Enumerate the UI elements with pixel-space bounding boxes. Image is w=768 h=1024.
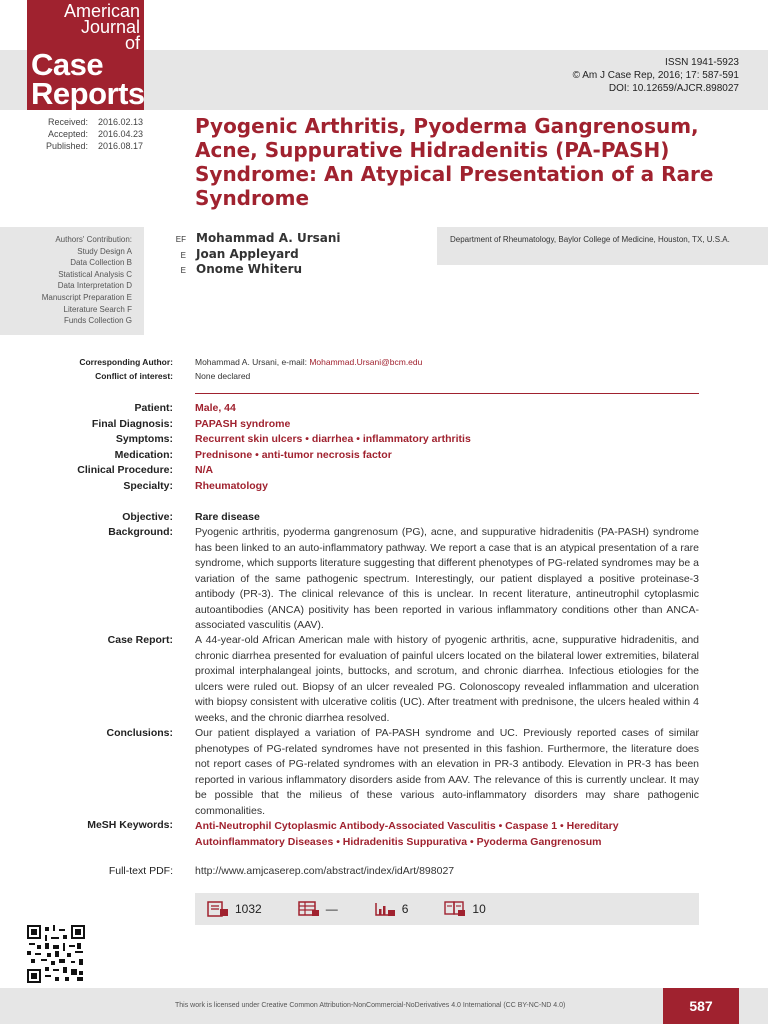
affiliation-panel — [437, 227, 768, 265]
corresponding-author-label: Corresponding Author: — [79, 357, 173, 367]
contribution-item: Authors' Contribution: — [55, 235, 132, 244]
date-received — [30, 116, 143, 128]
date-label: Received: — [47, 117, 88, 127]
date-published — [30, 140, 143, 152]
journal-logo — [27, 0, 144, 110]
corresponding-author-row — [0, 355, 768, 369]
logo-line-american: American — [63, 1, 140, 21]
case-report-label: Case Report: — [107, 634, 173, 646]
issn: ISSN 1941-5923 — [665, 57, 739, 68]
keywords-label: MeSH Keywords: — [87, 819, 173, 831]
fulltext-link[interactable]: http://www.amjcaserep.com/abstract/index/idArt/898027 — [195, 865, 455, 877]
fulltext-label: Full-text PDF: — [108, 865, 173, 877]
contribution-item: Data Collection B — [70, 258, 132, 268]
author-list — [170, 231, 341, 278]
summary-row — [0, 401, 768, 417]
contribution-item: Data Interpretation D — [57, 281, 132, 291]
summary-row — [0, 463, 768, 479]
logo-line-of: of — [124, 33, 140, 53]
contribution-item: Funds Collection G — [63, 316, 132, 326]
date-value: 2016.04.23 — [98, 129, 144, 139]
author-contribution-code: E — [180, 266, 186, 275]
reference-count: 10 — [472, 902, 486, 916]
conflict-row — [0, 369, 768, 383]
table-icon — [298, 901, 320, 917]
summary-label: Final Diagnosis: — [91, 417, 173, 430]
background-text: Pyogenic arthritis, pyoderma gangrenosum (PG), acne, and suppurative hidradenitis (PA-PASH) syndrome has been linked to an auto-inflammatory pathway. We report a case that is an atypical presentation of a rare syndrome, which supports literature suggesting that different phenotypes of PG-related syndromes may be a variation of the same pathogenic spectrum. Interestingly, our patient displayed a positive proteinase-3 antibody (PR-3). The clinical relevance of this is unclear. In recent literature, antineutrophil cytoplasmic autoantibodies (ANCA) positivity has been reported in various inflammatory conditions other than ANCA-associated vasculitis (AAV). — [195, 526, 699, 631]
authors-contribution-legend — [0, 234, 132, 327]
summary-value: Rheumatology — [195, 479, 268, 492]
summary-label: Symptoms: — [115, 433, 173, 445]
author-row — [170, 262, 341, 278]
corresponding-author-value — [195, 355, 422, 369]
contribution-item: Study Design A — [77, 246, 132, 256]
background-label: Background: — [108, 526, 173, 538]
page-footer — [0, 988, 768, 1024]
conflict-value: None declared — [195, 371, 251, 381]
case-report-text: A 44-year-old African American male with history of pyogenic arthritis, acne, suppurative hidradenitis, and chronic diarrhea presented for evaluation of painful ulcers located on the bilateral lower extremities, bilateral proximal interphalangeal joints, buttocks, and scrotum, and chronic diarrhea. Infectious etiologies for the ulcers were ruled out. Biopsy of an ulcer revealed PG. Colonoscopy revealed inflammation and ulceration with biopsy consistent with ulcerative colitis (UC). After treatment with prednisone, the ulcers healed within 4 weeks, and the chronic diarrhea resolved. — [195, 634, 699, 724]
date-value: 2016.02.13 — [98, 117, 144, 127]
summary-label: Medication: — [114, 448, 173, 461]
summary-value: PAPASH syndrome — [195, 417, 291, 430]
word-count-stat — [207, 901, 262, 917]
date-accepted — [30, 128, 143, 140]
case-summary — [0, 401, 768, 494]
author-contribution-code: E — [180, 250, 186, 260]
date-value: 2016.08.17 — [98, 141, 144, 151]
objective-label: Objective: — [122, 511, 173, 523]
license-text: This work is licensed under Creative Common Attribution-NonCommercial-NoDerivatives 4.0 International (CC BY-NC-ND 4.0) — [175, 1002, 566, 1009]
summary-value: Recurrent skin ulcers • diarrhea • inflammatory arthritis — [195, 433, 471, 445]
article-title: Pyogenic Arthritis, Pyoderma Gangrenosum, Acne, Suppurative Hidradenitis (PA-PASH) Syndrome: An Atypical Presentation of a Rare Syndrome — [195, 114, 714, 210]
affiliation: Department of Rheumatology, Baylor College of Medicine, Houston, TX, U.S.A. — [450, 235, 730, 244]
summary-value: Male, 44 — [195, 402, 236, 414]
conclusions-text: Our patient displayed a variation of PA-PASH syndrome and UC. Previously reported cases of similar phenotypes of PG-related syndromes have not presented in this fashion. Furthermore, the literature does not report cases of PG-related syndromes with an elevation in PR-3 antibody. Elevation in PR-3 has been reported in various inflammatory disorders aside from AAV. The relevance of this is currently unclear. It may be possible that the milieus of these various auto-inflammatory disorders may share pathogenic commonalities. — [195, 727, 699, 817]
summary-row — [0, 432, 768, 448]
author-contribution-code: EF — [175, 235, 186, 244]
article-stats-bar — [195, 893, 699, 925]
doi: DOI: 10.12659/AJCR.898027 — [608, 83, 739, 94]
reference-count-stat — [444, 901, 485, 917]
qr-code-icon — [27, 925, 85, 983]
corresponding-author-name: Mohammad A. Ursani, e-mail: — [195, 357, 310, 367]
figure-count-stat — [374, 901, 409, 917]
author-name: Mohammad A. Ursani — [196, 231, 341, 245]
summary-row — [0, 448, 768, 464]
word-count: 1032 — [235, 902, 262, 916]
conflict-label: Conflict of interest: — [95, 371, 173, 381]
contribution-item: Manuscript Preparation E — [41, 292, 132, 302]
logo-line-reports: Reports — [31, 76, 145, 111]
date-label: Published: — [45, 141, 88, 151]
date-label: Accepted: — [47, 129, 88, 139]
summary-row — [0, 417, 768, 433]
citation: © Am J Case Rep, 2016; 17: 587-591 — [572, 70, 739, 81]
summary-value: Prednisone • anti-tumor necrosis factor — [195, 448, 392, 461]
figure-icon — [374, 901, 396, 917]
corresponding-author-email-link[interactable]: Mohammad.Ursani@bcm.edu — [309, 357, 423, 367]
keywords-value: Anti-Neutrophil Cytoplasmic Antibody-Associated Vasculitis • Caspase 1 • Hereditary Autoinflammatory Diseases • Hidradenitis Suppurativa • Pyoderma Gangrenosum — [195, 820, 619, 848]
logo-line-case: Case — [31, 47, 104, 82]
summary-label: Patient: — [134, 402, 173, 414]
logo-line-journal: Journal — [80, 17, 140, 37]
table-count: — — [325, 902, 338, 916]
citation-meta — [573, 56, 739, 95]
summary-row — [0, 479, 768, 495]
references-icon — [444, 901, 466, 917]
author-row — [170, 247, 341, 263]
figure-count: 6 — [401, 902, 409, 916]
correspondence — [0, 355, 768, 383]
table-count-stat — [298, 901, 338, 917]
page-number: 587 — [663, 988, 739, 1024]
contribution-item: Statistical Analysis C — [58, 269, 132, 279]
author-name: Onome Whiteru — [196, 262, 303, 276]
objective-value: Rare disease — [195, 511, 260, 523]
author-row — [170, 231, 341, 247]
word-count-icon — [207, 901, 229, 917]
summary-label: Clinical Procedure: — [77, 464, 173, 476]
contribution-item: Literature Search F — [63, 304, 132, 314]
author-name: Joan Appleyard — [196, 246, 299, 261]
summary-label: Specialty: — [123, 479, 173, 492]
publication-dates — [30, 116, 143, 152]
section-divider — [195, 393, 699, 394]
conclusions-label: Conclusions: — [106, 727, 173, 739]
summary-value: N/A — [195, 464, 214, 476]
